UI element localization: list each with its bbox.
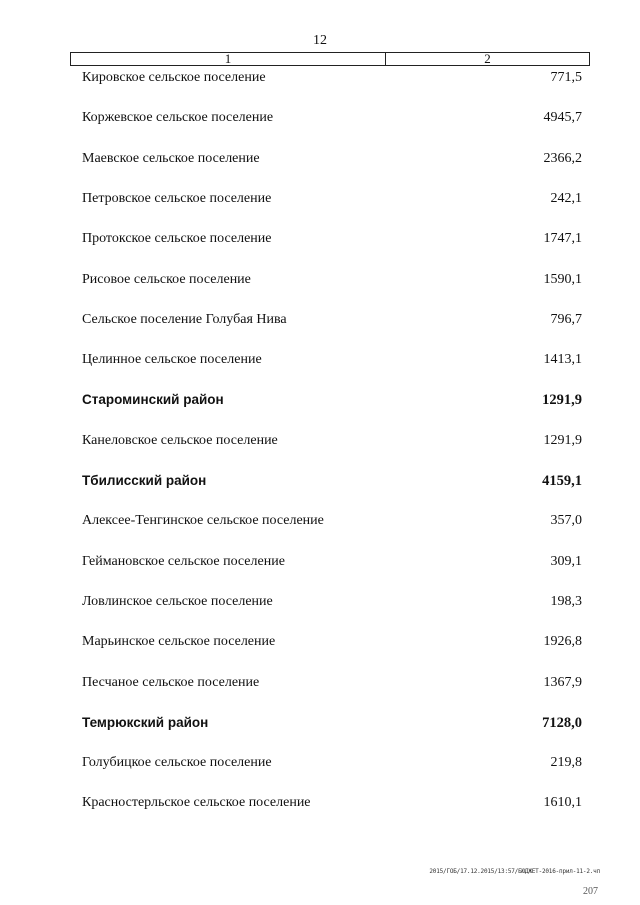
district-row [82,389,582,411]
table-row [82,188,582,210]
row-name: Песчаное сельское поселение [82,675,260,690]
row-name: Петровское сельское поселение [82,191,272,206]
row-name: Староминский район [82,392,224,407]
row-value: 4159,1 [542,473,582,489]
row-value: 1413,1 [543,352,582,367]
table-row [82,107,582,129]
table-header [70,52,590,66]
row-value: 796,7 [550,312,582,327]
district-row [82,470,582,492]
row-name: Сельское поселение Голубая Нива [82,312,287,327]
row-value: 4945,7 [543,110,582,125]
table-row [82,631,582,653]
table-row [82,510,582,532]
row-name: Целинное сельское поселение [82,352,262,367]
header-col-2: 2 [484,51,491,66]
row-value: 1926,8 [543,634,582,649]
row-value: 1291,9 [542,392,582,408]
row-value: 219,8 [550,755,582,770]
row-name: Кировское сельское поселение [82,70,266,85]
table-row [82,551,582,573]
row-name: Темрюкский район [82,715,209,730]
table-row [82,228,582,250]
row-name: Маевское сельское поселение [82,151,260,166]
header-col-1: 1 [71,53,386,65]
row-value: 242,1 [550,191,582,206]
row-value: 1747,1 [543,231,582,246]
row-name: Ловлинское сельское поселение [82,594,273,609]
footer-number: 207 [583,886,598,897]
row-name: Алексее-Тенгинское сельское поселение [82,513,324,528]
row-value: 357,0 [550,513,582,528]
table-row [82,269,582,291]
row-value: 1367,9 [543,675,582,690]
table-row [82,148,582,170]
table-row [82,349,582,371]
row-name: Голубицкое сельское поселение [82,755,272,770]
district-row [82,712,582,734]
table-row [82,752,582,774]
row-value: 1291,9 [543,433,582,448]
row-name: Канеловское сельское поселение [82,433,278,448]
table-row [82,309,582,331]
table-row [82,591,582,613]
row-name: Красностерльское сельское поселение [82,795,311,810]
row-name: Рисовое сельское поселение [82,272,251,287]
page-number: 12 [313,33,327,48]
row-name: Протокское сельское поселение [82,231,272,246]
row-value: 7128,0 [542,715,582,731]
row-value: 1610,1 [543,795,582,810]
row-value: 309,1 [550,554,582,569]
row-value: 2366,2 [543,151,582,166]
row-name: Коржевское сельское поселение [82,110,274,125]
table-row [82,67,582,89]
row-name: Марьинское сельское поселение [82,634,276,649]
row-value: 1590,1 [543,272,582,287]
table-row [82,672,582,694]
row-value: 198,3 [550,594,582,609]
row-name: Геймановское сельское поселение [82,554,285,569]
row-name: Тбилисский район [82,473,207,488]
footer-stamp: 2015/ГОБ/17.12.2015/13:57/БЮДЖЕТ-2016-прил-11-2.чп [429,868,600,875]
table-row [82,792,582,814]
row-value: 771,5 [550,70,582,85]
table-row [82,430,582,452]
